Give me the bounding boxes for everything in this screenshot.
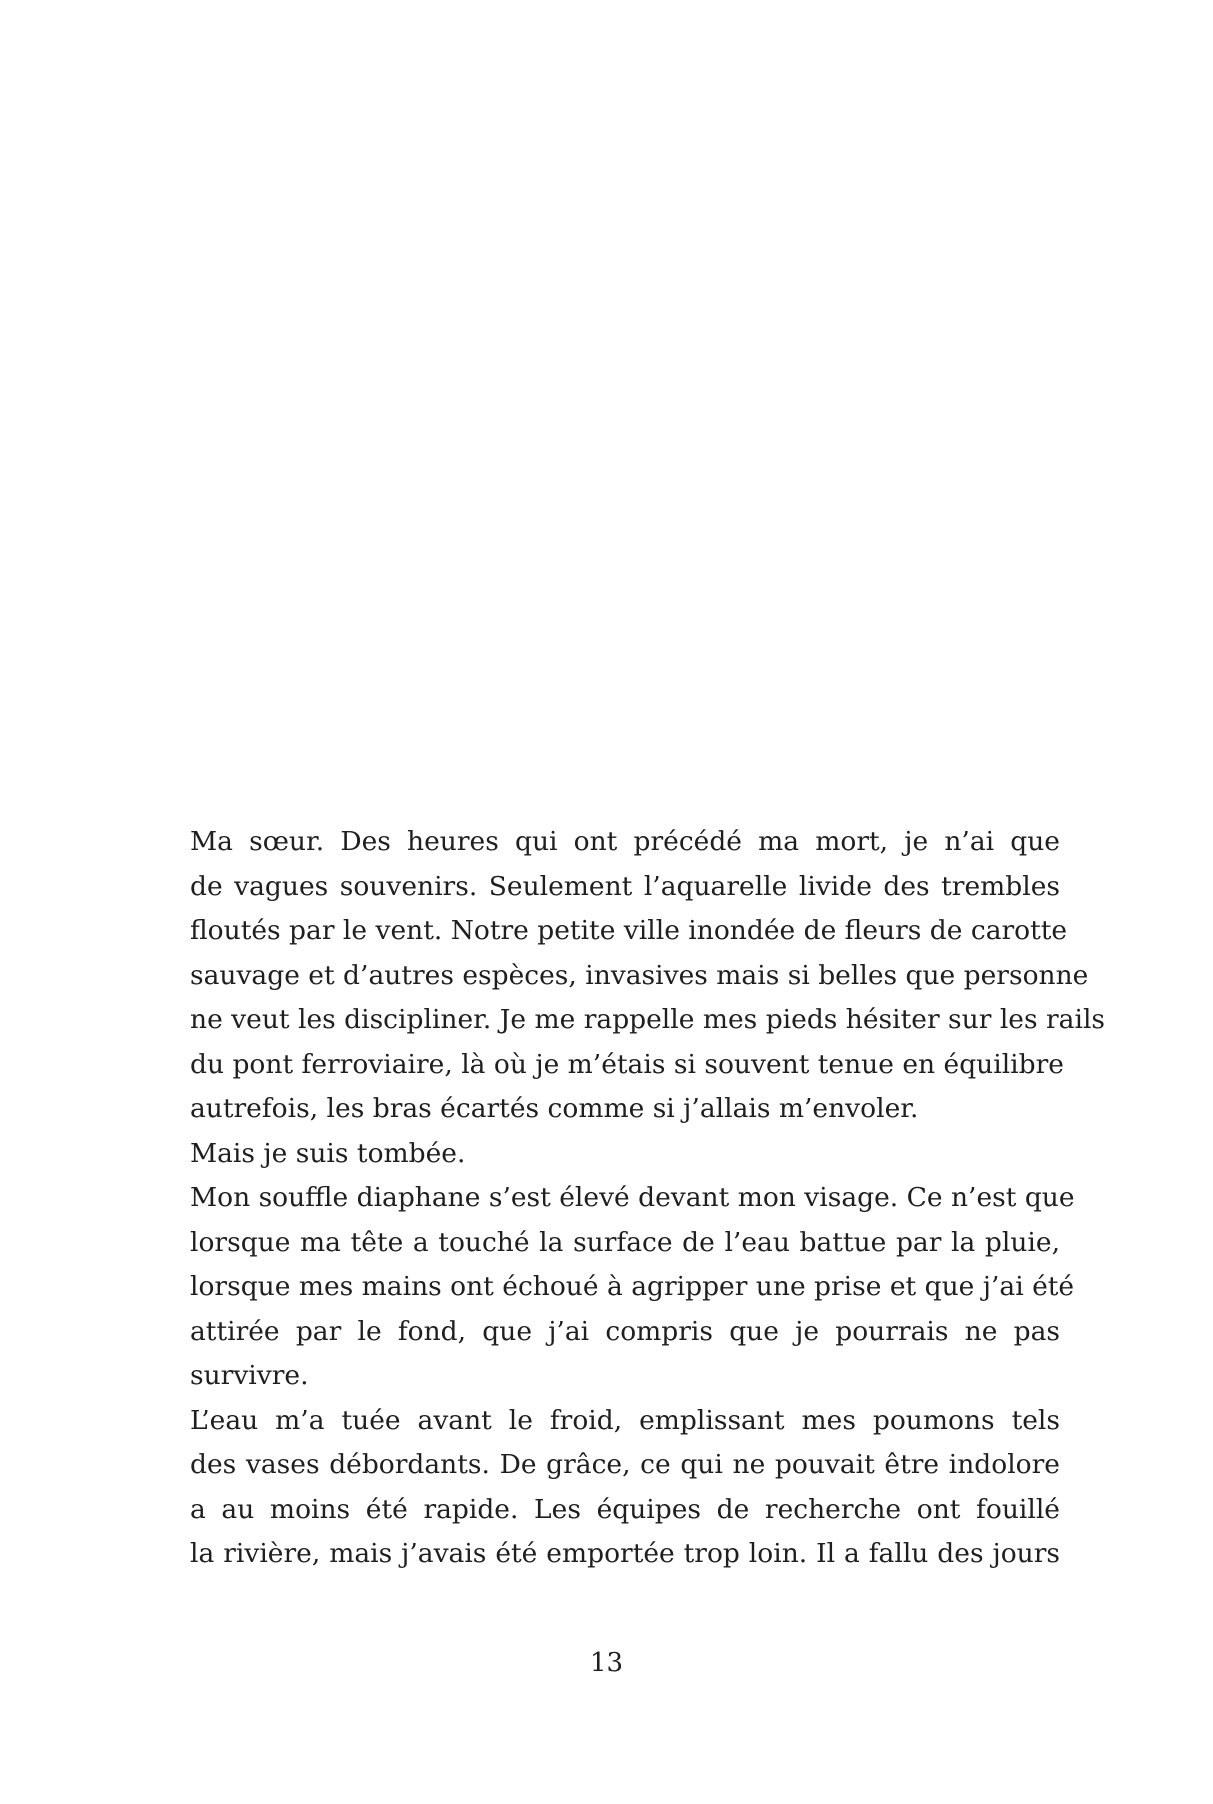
- text-line: du pont ferroviaire, là où je m’étais si souvent tenue en équilibre: [190, 1048, 1064, 1080]
- text-line: la rivière, mais j’avais été emportée trop loin. Il a fallu des jours: [190, 1538, 1060, 1569]
- text-line: des vases débordants. De grâce, ce qui ne pouvait être indolore: [190, 1449, 1060, 1480]
- text-line: a au moins été rapide. Les équipes de recherche ont fouillé: [190, 1493, 1060, 1525]
- body-text: [190, 820, 1106, 1577]
- text-line: sauvage et d’autres espèces, invasives mais si belles que personne: [190, 959, 1089, 991]
- text-line: de vagues souvenirs. Seulement l’aquarelle livide des trembles: [190, 870, 1060, 902]
- text-line: lorsque mes mains ont échoué à agripper une prise et que j’ai été: [190, 1271, 1075, 1302]
- page-number: 13: [589, 1648, 624, 1678]
- text-line: attirée par le fond, que j’ai compris que je pourrais ne pas: [190, 1315, 1060, 1347]
- text-line: Ma sœur. Des heures qui ont précédé ma mort, je n’ai que: [190, 826, 1060, 857]
- text-line: ne veut les discipliner. Je me rappelle mes pieds hésiter sur les rails: [190, 1004, 1106, 1035]
- text-line: Mais je suis tombée.: [190, 1137, 466, 1169]
- text-line: lorsque ma tête a touché la surface de l’eau battue par la pluie,: [190, 1226, 1060, 1258]
- text-line: autrefois, les bras écartés comme si j’allais m’envoler.: [190, 1093, 919, 1124]
- text-line: floutés par le vent. Notre petite ville inondée de fleurs de carotte: [190, 915, 1068, 946]
- text-line: survivre.: [190, 1360, 309, 1391]
- text-line: L’eau m’a tuée avant le froid, emplissant mes poumons tels: [190, 1404, 1060, 1436]
- text-line: Mon souffle diaphane s’est élevé devant mon visage. Ce n’est que: [190, 1182, 1075, 1213]
